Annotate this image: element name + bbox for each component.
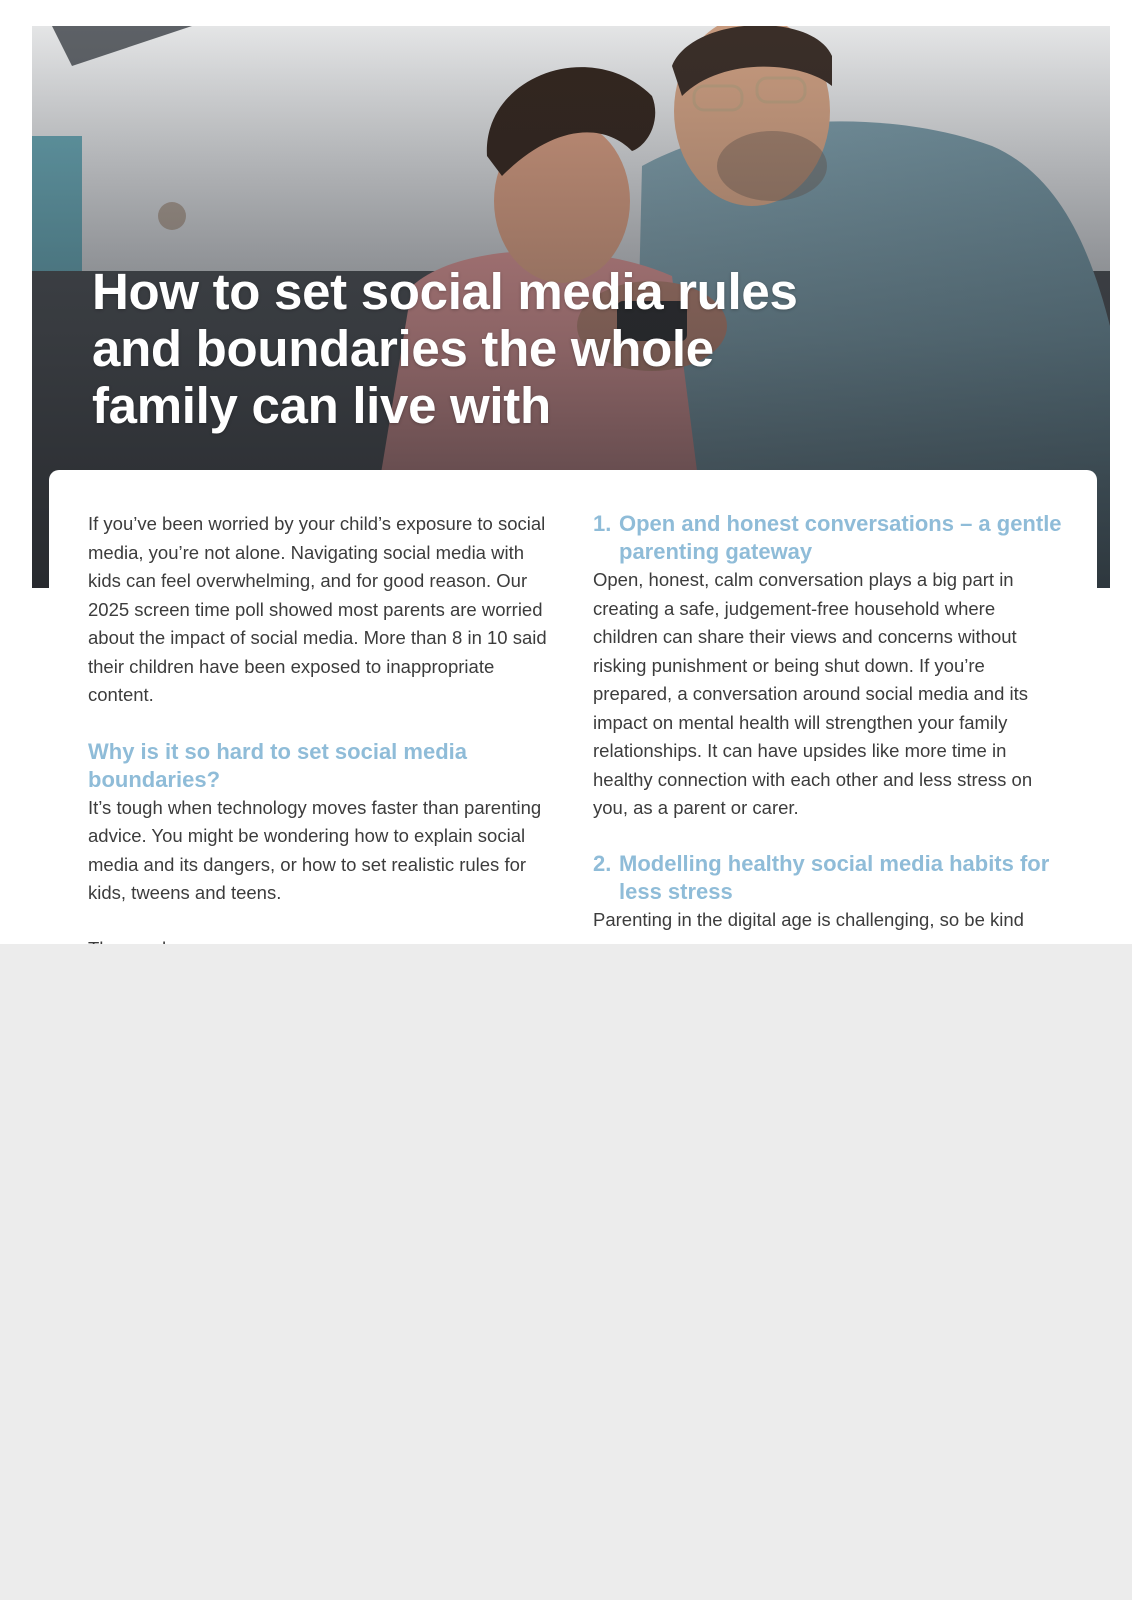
section-1-paragraph: Open, honest, calm conversation plays a big part in creating a safe, judgement-free household where children can share their views and concerns without risking punishment or being shut down. If you’re prepared, a conversation around social media and its impact on mental health will strengthen your family relationships. It can have upsides like more time in healthy connection with each other and less stress on you, as a parent or carer.	[593, 569, 1033, 818]
right-column	[593, 510, 1063, 934]
scan-background	[0, 944, 1132, 1600]
section-number: 2.	[593, 850, 612, 876]
intro-paragraph: If you’ve been worried by your child’s exposure to social media, you’re not alone. Navigating social media with kids can feel overwhelming, and for good reason. Our 2025 screen time poll showed most parents are worried about the impact of social media. More than 8 in 10 said their children have been exposed to inappropriate content.	[88, 513, 547, 705]
section-heading-text: Open and honest conversations – a gentle parenting gateway	[619, 511, 1062, 564]
section-heading-why-hard: Why is it so hard to set social media boundaries?	[88, 738, 467, 792]
section-heading-1	[593, 510, 1063, 566]
why-hard-paragraph: It’s tough when technology moves faster than parenting advice. You might be wondering how to explain social media and its dangers, or how to set realistic rules for kids, tweens and teens.	[88, 796, 542, 903]
section-number: 1.	[593, 511, 612, 536]
page-title: How to set social media rules and boundaries the whole family can live with	[92, 263, 798, 434]
section-heading-text: Modelling healthy social media habits for less stress	[619, 850, 1050, 904]
section-2-paragraph: Parenting in the digital age is challenging, so be kind	[593, 908, 1024, 930]
left-column	[88, 510, 553, 957]
section-heading-2	[593, 850, 1063, 906]
